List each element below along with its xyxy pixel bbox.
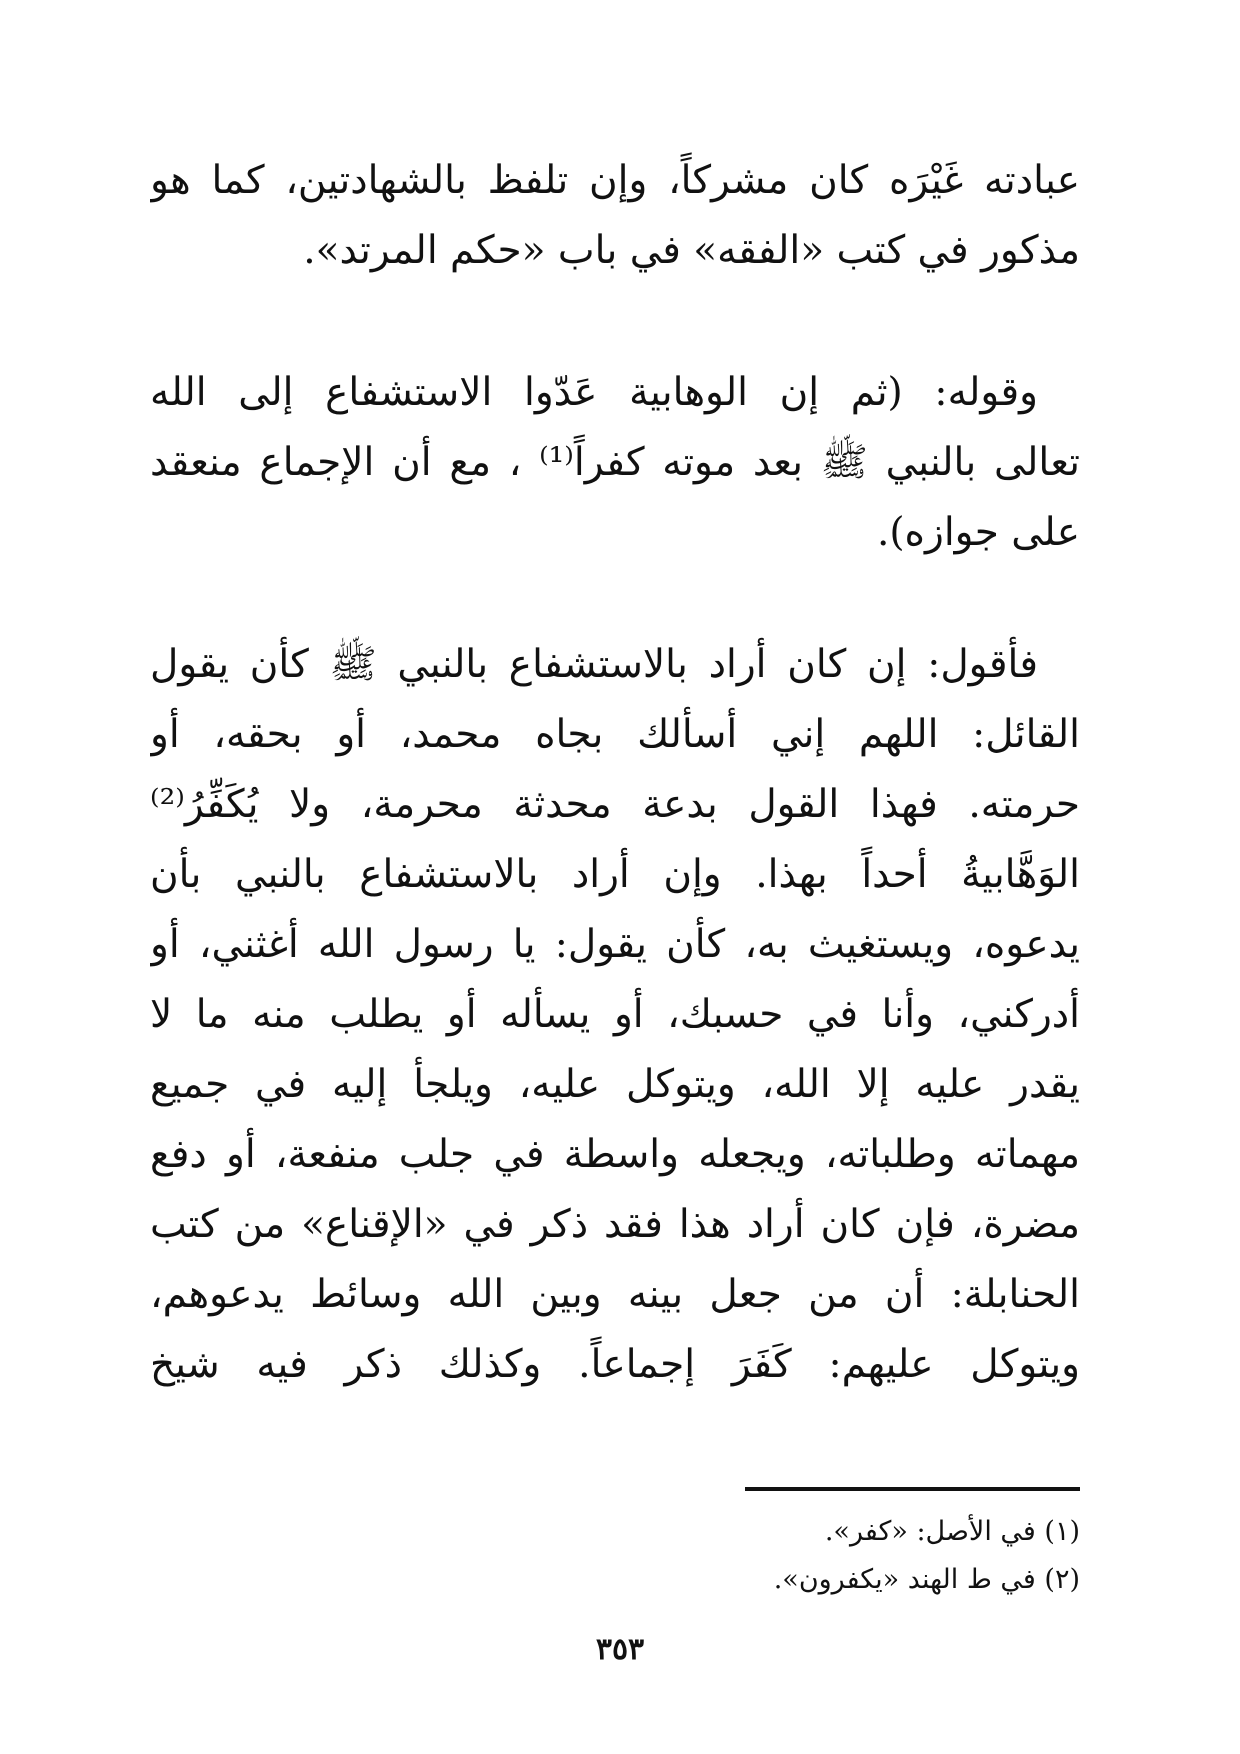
text-line: أدركني، وأنا في حسبك، أو يسأله أو يطلب منه ما لا [150, 992, 1080, 1037]
text-line: القائل: اللهم إني أسألك بجاه محمد، أو بحقه، أو [150, 712, 1080, 757]
paragraph-1 [150, 146, 1080, 286]
text-line: الوَهَّابيةُ أحداً بهذا. وإن أراد بالاستشفاع بالنبي بأن [150, 852, 1080, 897]
text-line: يدعوه، ويستغيث به، كأن يقول: يا رسول الله أغثني، أو [150, 922, 1080, 967]
text-line: يقدر عليه إلا الله، ويتوكل عليه، ويلجأ إليه في جميع [150, 1062, 1080, 1107]
paragraph-2 [150, 358, 1080, 568]
footnote-separator [745, 1487, 1080, 1491]
text-line: تعالى بالنبي ﷺ بعد موته كفراً⁽¹⁾ ، مع أن الإجماع منعقد [150, 440, 1080, 485]
text-line: مضرة، فإن كان أراد هذا فقد ذكر في «الإقناع» من كتب [150, 1202, 1080, 1247]
text-line: مهماته وطلباته، ويجعله واسطة في جلب منفعة، أو دفع [150, 1132, 1080, 1177]
footnote-2: (٢) في ط الهند «يكفرون». [773, 1564, 1080, 1595]
text-line: مذكور في كتب «الفقه» في باب «حكم المرتد». [303, 228, 1080, 273]
text-line: فأقول: إن كان أراد بالاستشفاع بالنبي ﷺ كأن يقول [150, 642, 1038, 687]
paragraph-3 [150, 630, 1080, 1400]
text-line: ويتوكل عليهم: كَفَرَ إجماعاً. وكذلك ذكر فيه شيخ [150, 1342, 1080, 1387]
text-line: على جوازه). [876, 510, 1080, 555]
footnotes [500, 1508, 1080, 1604]
text-line: الحنابلة: أن من جعل بينه وبين الله وسائط يدعوهم، [150, 1272, 1080, 1317]
text-line: وقوله: (ثم إن الوهابية عَدّوا الاستشفاع إلى الله [150, 370, 1038, 415]
text-line: عبادته غَيْرَه كان مشركاً، وإن تلفظ بالشهادتين، كما هو [150, 158, 1080, 203]
footnote-1: (١) في الأصل: «كفر». [824, 1516, 1080, 1547]
text-line: حرمته. فهذا القول بدعة محدثة محرمة، ولا يُكَفِّرُ⁽²⁾ [150, 782, 1080, 827]
page-number: ٣٥٣ [595, 1632, 645, 1667]
